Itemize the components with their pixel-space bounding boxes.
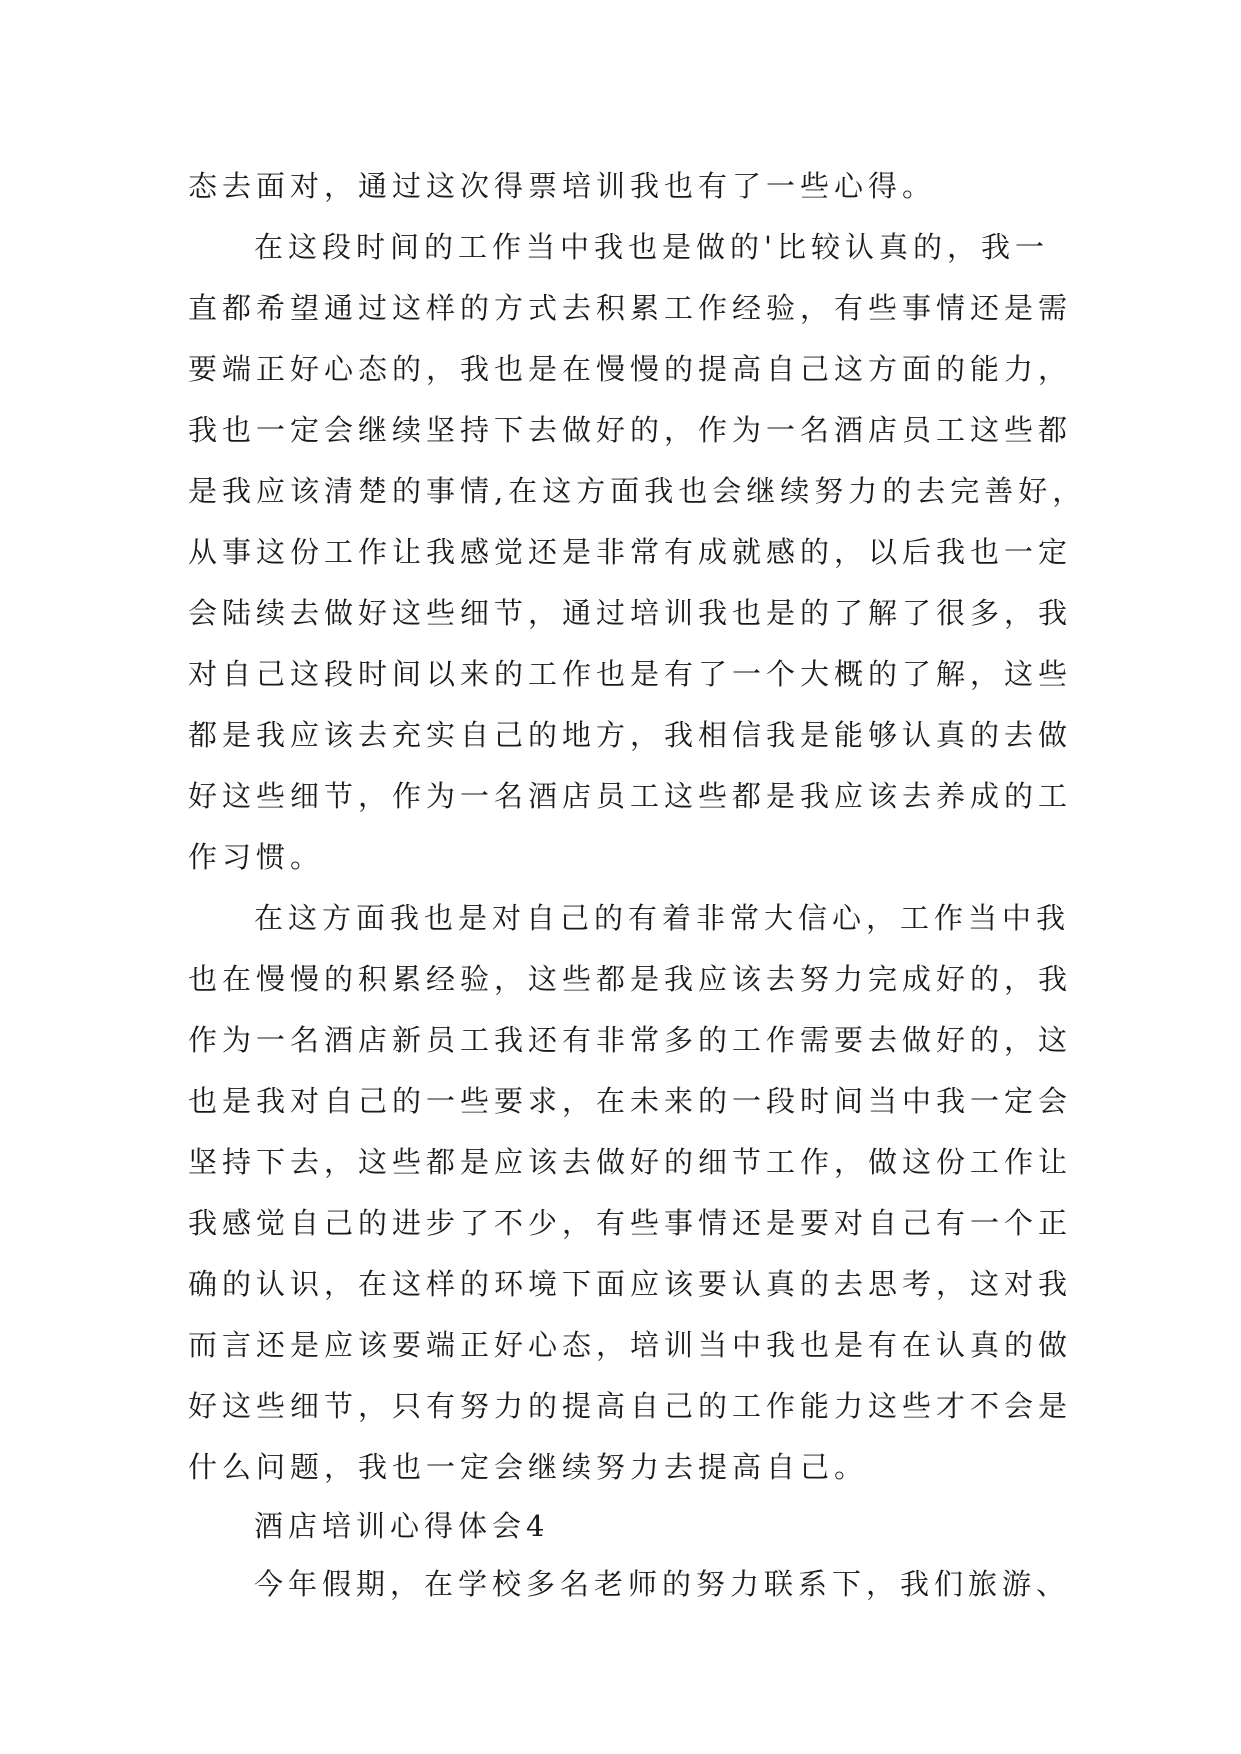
text-line: 也是我对自己的一些要求，在未来的一段时间当中我一定会 xyxy=(188,1084,1073,1118)
paragraph-4 xyxy=(188,1554,1071,1615)
text-line: 在这段时间的工作当中我也是做的'比较认真的，我一 xyxy=(254,230,1049,264)
text-line: 作为一名酒店新员工我还有非常多的工作需要去做好的，这 xyxy=(188,1023,1073,1057)
text-line: 态去面对，通过这次得票培训我也有了一些心得。 xyxy=(188,169,937,203)
text-line: 会陆续去做好这些细节，通过培训我也是的了解了很多，我 xyxy=(188,596,1073,630)
text-line: 在这方面我也是对自己的有着非常大信心，工作当中我 xyxy=(254,901,1071,935)
text-line: 坚持下去，这些都是应该去做好的细节工作，做这份工作让 xyxy=(188,1145,1073,1179)
text-line: 对自己这段时间以来的工作也是有了一个大概的了解，这些 xyxy=(188,657,1073,691)
text-line: 今年假期，在学校多名老师的努力联系下，我们旅游、 xyxy=(254,1567,1071,1601)
text-line: 都是我应该去充实自己的地方，我相信我是能够认真的去做 xyxy=(188,718,1073,752)
text-line: 是我应该清楚的事情,在这方面我也会继续努力的去完善好， xyxy=(188,474,1087,508)
text-line: 我也一定会继续坚持下去做好的，作为一名酒店员工这些都 xyxy=(188,413,1073,447)
paragraph-2 xyxy=(188,217,1087,888)
text-line: 好这些细节，作为一名酒店员工这些都是我应该去养成的工 xyxy=(188,779,1073,813)
text-line: 而言还是应该要端正好心态，培训当中我也是有在认真的做 xyxy=(188,1328,1073,1362)
text-line: 什么问题，我也一定会继续努力去提高自己。 xyxy=(188,1450,869,1484)
text-line: 直都希望通过这样的方式去积累工作经验，有些事情还是需 xyxy=(188,291,1073,325)
document-body xyxy=(188,156,1087,1615)
text-line: 我感觉自己的进步了不少，有些事情还是要对自己有一个正 xyxy=(188,1206,1073,1240)
text-line: 好这些细节，只有努力的提高自己的工作能力这些才不会是 xyxy=(188,1389,1073,1423)
text-line: 作习惯。 xyxy=(188,840,325,874)
text-line: 也在慢慢的积累经验，这些都是我应该去努力完成好的，我 xyxy=(188,962,1073,996)
text-line: 要端正好心态的，我也是在慢慢的提高自己这方面的能力， xyxy=(188,352,1073,386)
section-heading: 酒店培训心得体会4 xyxy=(254,1509,550,1543)
text-line: 从事这份工作让我感觉还是非常有成就感的，以后我也一定 xyxy=(188,535,1073,569)
text-line: 确的认识，在这样的环境下面应该要认真的去思考，这对我 xyxy=(188,1267,1073,1301)
paragraph-1 xyxy=(188,156,1068,217)
paragraph-3 xyxy=(188,888,1073,1498)
